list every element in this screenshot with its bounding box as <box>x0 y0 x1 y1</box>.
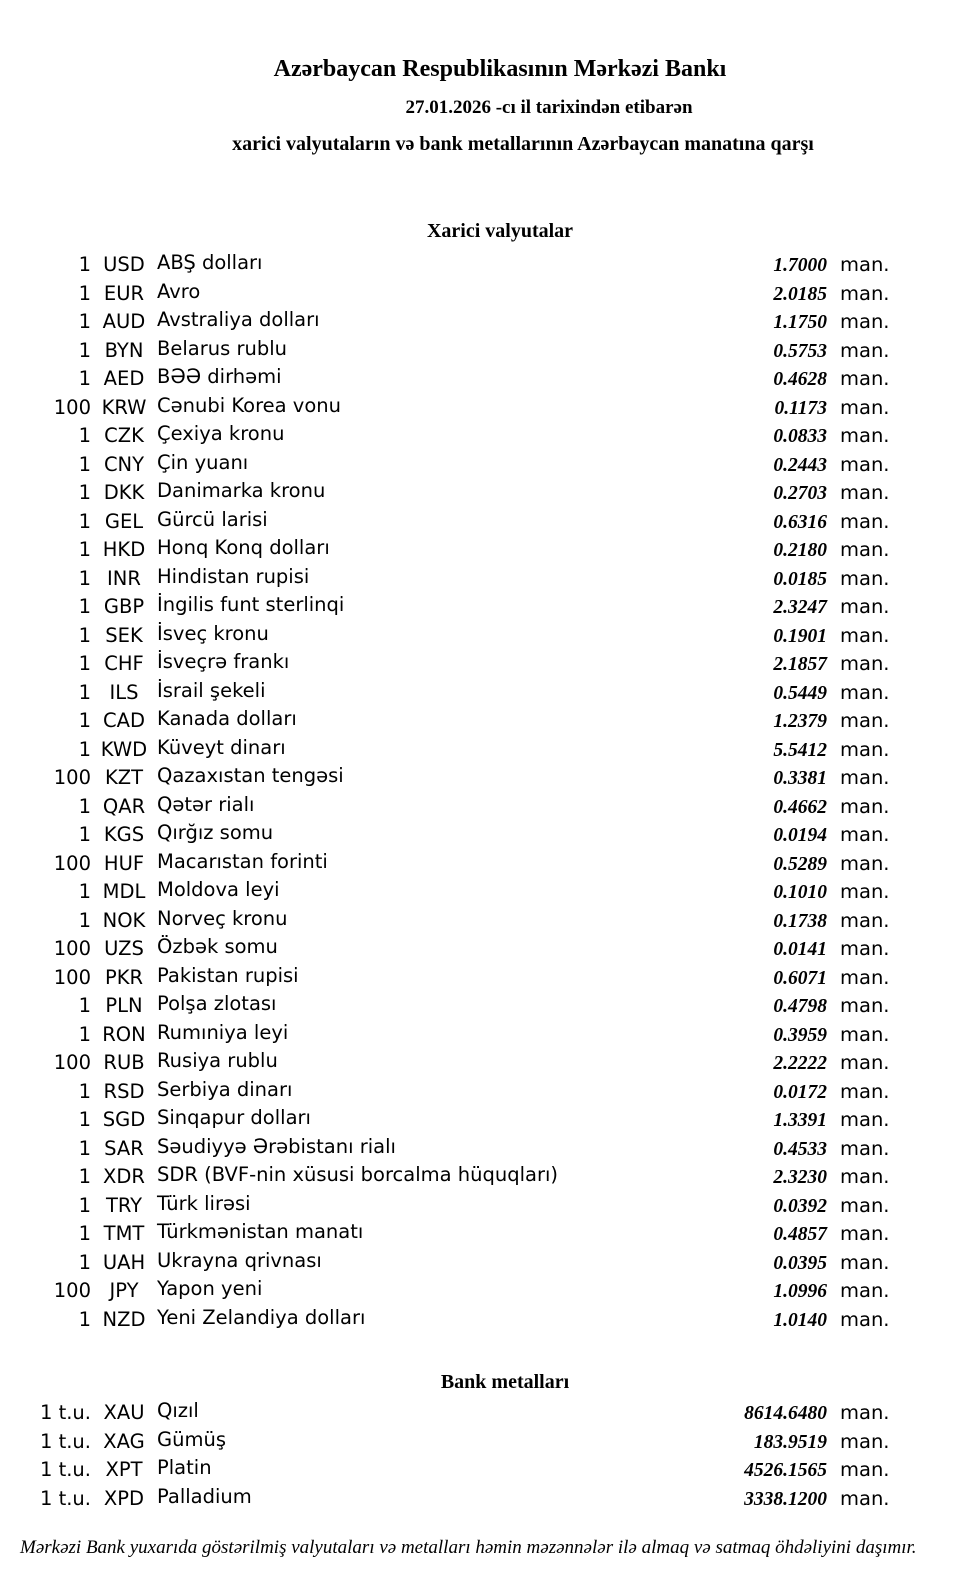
disclaimer-text: Mərkəzi Bank yuxarıda göstərilmiş valyutaları və metalları həmin məzənnələr ilə almaq və satmaq öhdəliyini daşımır. <box>20 1537 917 1558</box>
exchange-rate-row <box>0 1134 954 1166</box>
rate-value-cell: 0.2180 <box>773 540 827 561</box>
currency-name-cell: Honq Konq dolları <box>157 536 330 559</box>
exchange-rate-row <box>0 1077 954 1109</box>
currency-name-cell: Türkmənistan manatı <box>157 1220 364 1243</box>
rate-value-cell: 0.0172 <box>773 1081 827 1103</box>
rate-value-cell: 1.2379 <box>773 711 827 732</box>
currency-code-cell: INR <box>107 566 141 590</box>
quantity-cell: 1 <box>78 595 91 618</box>
quantity-cell: 1 <box>78 880 91 903</box>
quantity-cell: 1 <box>78 538 91 561</box>
quantity-cell: 1 <box>78 794 91 818</box>
currency-code-cell: SGD <box>102 1108 146 1131</box>
currency-code-cell: HUF <box>103 851 145 875</box>
rate-value-cell: 2.3230 <box>773 1167 827 1188</box>
currency-code-cell: XPD <box>103 1486 145 1510</box>
exchange-rate-row <box>0 538 954 567</box>
currency-code-cell: AUD <box>102 310 146 333</box>
rate-value-cell: 0.1738 <box>773 910 827 932</box>
unit-label-cell: man. <box>840 709 890 732</box>
unit-label-cell: man. <box>840 1486 890 1510</box>
currency-code-cell: GEL <box>104 509 144 533</box>
currency-name-cell: Ukrayna qrivnası <box>157 1248 322 1272</box>
currency-code-cell: CAD <box>103 709 145 732</box>
bank-title: Azərbaycan Respublikasının Mərkəzi Bankı <box>273 56 727 82</box>
quantity-cell: 1 <box>78 452 91 476</box>
exchange-rate-row <box>0 994 954 1023</box>
currency-code-cell: GBP <box>103 595 145 618</box>
currency-name-cell: Rumıniya leyi <box>157 1020 289 1044</box>
currency-name-cell: Rusiya rublu <box>157 1049 278 1072</box>
exchange-rate-row <box>0 1458 954 1487</box>
rate-value-cell: 1.7000 <box>773 255 827 276</box>
exchange-rate-row <box>0 1020 954 1052</box>
currency-code-cell: USD <box>103 253 145 276</box>
quantity-cell: 1 <box>78 680 91 704</box>
exchange-rate-row <box>0 1165 954 1194</box>
currency-name-cell: ABŞ dolları <box>157 251 263 274</box>
unit-label-cell: man. <box>840 338 890 362</box>
currency-code-cell: SEK <box>105 623 143 647</box>
rate-value-cell: 0.5289 <box>773 853 827 875</box>
exchange-rate-row <box>0 766 954 795</box>
currency-code-cell: CZK <box>104 424 144 447</box>
unit-label-cell: man. <box>840 1079 890 1103</box>
metals-section-title: Bank metalları <box>440 1371 570 1393</box>
currency-name-cell: Belarus rublu <box>157 336 288 360</box>
unit-label-cell: man. <box>840 452 890 476</box>
currency-code-cell: ILS <box>109 680 139 704</box>
unit-label-cell: man. <box>840 509 890 533</box>
bulletin-subtitle: xarici valyutaların və bank metallarının Azərbaycan manatına qarşı <box>232 133 814 155</box>
currency-code-cell: XAG <box>103 1429 145 1453</box>
exchange-rate-row <box>0 823 954 852</box>
quantity-cell: 1 <box>78 908 91 932</box>
quantity-cell: 1 t.u. <box>39 1401 91 1424</box>
currency-name-cell: İsveçrə frankı <box>157 650 290 673</box>
rate-value-cell: 0.5753 <box>773 340 827 362</box>
currency-name-cell: Yeni Zelandiya dolları <box>157 1305 366 1329</box>
unit-label-cell: man. <box>840 1279 890 1302</box>
currency-name-cell: Çin yuanı <box>157 450 249 474</box>
unit-label-cell: man. <box>840 1022 890 1046</box>
rate-value-cell: 0.0185 <box>773 568 827 590</box>
exchange-rate-row <box>0 1484 954 1516</box>
quantity-cell: 100 <box>53 965 91 989</box>
currencies-section-title: Xarici valyutalar <box>426 220 574 242</box>
currency-code-cell: NZD <box>102 1307 146 1331</box>
quantity-cell: 1 <box>78 737 91 761</box>
exchange-rate-row <box>0 735 954 767</box>
currency-code-cell: MDL <box>102 880 146 903</box>
rate-value-cell: 0.1010 <box>773 882 827 903</box>
quantity-cell: 1 <box>78 994 91 1017</box>
unit-label-cell: man. <box>840 823 890 846</box>
currency-name-cell: Avro <box>157 279 201 303</box>
exchange-rate-row <box>0 1051 954 1080</box>
currency-code-cell: RSD <box>103 1079 145 1103</box>
currency-name-cell: Hindistan rupisi <box>157 564 310 588</box>
currency-name-cell: İsveç kronu <box>157 621 269 645</box>
unit-label-cell: man. <box>840 737 890 761</box>
quantity-cell: 100 <box>53 766 91 789</box>
unit-label-cell: man. <box>840 481 890 504</box>
currency-code-cell: AED <box>103 367 145 390</box>
currency-name-cell: Çexiya kronu <box>157 422 285 445</box>
exchange-rate-row <box>0 336 954 368</box>
currency-name-cell: Palladium <box>157 1484 252 1508</box>
rate-value-cell: 0.3959 <box>773 1024 827 1046</box>
currency-name-cell: Sinqapur dolları <box>157 1106 311 1129</box>
exchange-rate-row <box>0 1305 954 1337</box>
rate-value-cell: 0.0395 <box>773 1252 827 1274</box>
currency-name-cell: SDR (BVF-nin xüsusi borcalma hüquqları) <box>157 1163 559 1186</box>
quantity-cell: 1 <box>78 1079 91 1103</box>
currency-name-cell: Gürcü larisi <box>157 507 268 531</box>
unit-label-cell: man. <box>840 766 890 789</box>
currency-name-cell: Moldova leyi <box>157 878 280 901</box>
unit-label-cell: man. <box>840 424 890 447</box>
rate-value-cell: 1.0996 <box>773 1281 827 1302</box>
exchange-rate-row <box>0 1108 954 1137</box>
exchange-rate-row <box>0 621 954 653</box>
quantity-cell: 1 <box>78 310 91 333</box>
exchange-rate-row <box>0 450 954 482</box>
currency-code-cell: KRW <box>101 395 147 419</box>
currency-name-cell: Platin <box>157 1456 212 1479</box>
rate-value-cell: 1.1750 <box>773 312 827 333</box>
rate-value-cell: 8614.6480 <box>744 1403 827 1424</box>
exchange-rate-row <box>0 310 954 339</box>
rate-value-cell: 0.4857 <box>773 1224 827 1245</box>
rate-value-cell: 3338.1200 <box>744 1488 827 1510</box>
quantity-cell: 100 <box>53 851 91 875</box>
currency-name-cell: Qazaxıstan tengəsi <box>157 764 344 787</box>
exchange-rate-row <box>0 709 954 738</box>
currency-code-cell: TRY <box>105 1193 143 1217</box>
quantity-cell: 1 <box>78 623 91 647</box>
currency-name-cell: Küveyt dinarı <box>157 735 286 759</box>
currency-code-cell: RUB <box>103 1051 145 1074</box>
currency-code-cell: JPY <box>109 1279 139 1302</box>
unit-label-cell: man. <box>840 395 890 419</box>
unit-label-cell: man. <box>840 1165 890 1188</box>
unit-label-cell: man. <box>840 367 890 390</box>
exchange-rate-row <box>0 963 954 995</box>
currency-code-cell: TMT <box>103 1222 145 1245</box>
currency-code-cell: XPT <box>105 1458 143 1481</box>
unit-label-cell: man. <box>840 1458 890 1481</box>
unit-label-cell: man. <box>840 623 890 647</box>
currency-name-cell: BƏƏ dirhəmi <box>157 365 282 388</box>
currency-name-cell: Qətər rialı <box>157 792 255 816</box>
unit-label-cell: man. <box>840 1401 890 1424</box>
unit-label-cell: man. <box>840 652 890 675</box>
rate-value-cell: 0.2443 <box>773 454 827 476</box>
quantity-cell: 1 <box>78 1136 91 1160</box>
quantity-cell: 1 <box>78 367 91 390</box>
quantity-cell: 1 <box>78 1222 91 1245</box>
unit-label-cell: man. <box>840 994 890 1017</box>
rate-value-cell: 0.0194 <box>773 825 827 846</box>
currency-code-cell: UAH <box>102 1250 146 1274</box>
currency-code-cell: HKD <box>102 538 146 561</box>
exchange-rate-row <box>0 937 954 966</box>
exchange-rate-row <box>0 1248 954 1280</box>
rate-value-cell: 0.1173 <box>774 397 827 419</box>
currency-code-cell: PLN <box>105 994 143 1017</box>
currency-code-cell: XDR <box>103 1165 145 1188</box>
exchange-rate-row <box>0 678 954 710</box>
quantity-cell: 1 t.u. <box>39 1458 91 1481</box>
currency-code-cell: PKR <box>104 965 144 989</box>
quantity-cell: 100 <box>53 1279 91 1302</box>
currency-code-cell: XAU <box>103 1401 145 1424</box>
unit-label-cell: man. <box>840 937 890 960</box>
quantity-cell: 1 <box>78 481 91 504</box>
exchange-rate-row <box>0 906 954 938</box>
quantity-cell: 1 <box>78 1307 91 1331</box>
exchange-rate-row <box>0 1427 954 1459</box>
exchange-rate-row <box>0 564 954 596</box>
rate-value-cell: 0.4798 <box>773 996 827 1017</box>
currency-name-cell: Danimarka kronu <box>157 479 326 502</box>
exchange-rate-row <box>0 849 954 881</box>
rate-value-cell: 0.1901 <box>773 625 827 647</box>
unit-label-cell: man. <box>840 1108 890 1131</box>
quantity-cell: 1 <box>78 509 91 533</box>
exchange-rate-row <box>0 652 954 681</box>
rate-value-cell: 4526.1565 <box>744 1460 827 1481</box>
quantity-cell: 100 <box>53 395 91 419</box>
exchange-rate-row <box>0 595 954 624</box>
currency-name-cell: Türk lirəsi <box>157 1191 251 1215</box>
unit-label-cell: man. <box>840 1222 890 1245</box>
exchange-rate-row <box>0 481 954 510</box>
currency-code-cell: CNY <box>103 452 145 476</box>
unit-label-cell: man. <box>840 1307 890 1331</box>
rate-value-cell: 0.6071 <box>773 967 827 989</box>
exchange-rate-row <box>0 792 954 824</box>
quantity-cell: 1 <box>78 652 91 675</box>
unit-label-cell: man. <box>840 908 890 932</box>
currency-code-cell: KGS <box>103 823 145 846</box>
rate-value-cell: 0.4662 <box>773 796 827 818</box>
currency-code-cell: EUR <box>103 281 145 305</box>
quantity-cell: 1 <box>78 1193 91 1217</box>
quantity-cell: 1 t.u. <box>39 1486 91 1510</box>
currency-name-cell: İsrail şekeli <box>157 678 266 702</box>
currency-name-cell: Kanada dolları <box>157 707 297 730</box>
currency-name-cell: Səudiyyə Ərəbistanı rialı <box>157 1134 396 1158</box>
exchange-rate-row <box>0 1222 954 1251</box>
rate-value-cell: 1.3391 <box>773 1110 827 1131</box>
exchange-rate-row <box>0 393 954 425</box>
rate-value-cell: 2.3247 <box>773 597 827 618</box>
unit-label-cell: man. <box>840 566 890 590</box>
rate-value-cell: 0.4628 <box>773 369 827 390</box>
rate-value-cell: 0.3381 <box>773 768 827 789</box>
unit-label-cell: man. <box>840 1193 890 1217</box>
currency-code-cell: SAR <box>104 1136 144 1160</box>
currency-name-cell: Norveç kronu <box>157 906 288 930</box>
rate-value-cell: 5.5412 <box>773 739 827 761</box>
unit-label-cell: man. <box>840 794 890 818</box>
quantity-cell: 1 <box>78 1022 91 1046</box>
currency-code-cell: RON <box>102 1022 146 1046</box>
rate-value-cell: 0.0392 <box>773 1195 827 1217</box>
currency-name-cell: Macarıstan forinti <box>157 849 328 873</box>
currency-code-cell: NOK <box>102 908 146 932</box>
currency-name-cell: Avstraliya dolları <box>157 308 320 331</box>
quantity-cell: 1 <box>78 1165 91 1188</box>
unit-label-cell: man. <box>840 680 890 704</box>
exchange-rate-row <box>0 1191 954 1223</box>
currency-name-cell: Cənubi Korea vonu <box>157 393 341 417</box>
currency-name-cell: Yapon yeni <box>157 1277 263 1300</box>
currency-name-cell: Polşa zlotası <box>157 992 277 1015</box>
rate-value-cell: 0.2703 <box>773 483 827 504</box>
unit-label-cell: man. <box>840 851 890 875</box>
currencies-table <box>0 253 954 1336</box>
unit-label-cell: man. <box>840 595 890 618</box>
quantity-cell: 1 <box>78 823 91 846</box>
unit-label-cell: man. <box>840 1051 890 1074</box>
rate-value-cell: 0.5449 <box>773 682 827 704</box>
exchange-rate-row <box>0 880 954 909</box>
unit-label-cell: man. <box>840 1250 890 1274</box>
quantity-cell: 1 <box>78 566 91 590</box>
quantity-cell: 1 t.u. <box>39 1429 91 1453</box>
currency-name-cell: Serbiya dinarı <box>157 1077 293 1101</box>
rate-value-cell: 0.0833 <box>773 426 827 447</box>
currency-name-cell: Özbək somu <box>157 935 278 958</box>
rate-value-cell: 0.6316 <box>773 511 827 533</box>
effective-date: 27.01.2026 -cı il tarixindən etibarən <box>405 97 693 118</box>
unit-label-cell: man. <box>840 965 890 989</box>
unit-label-cell: man. <box>840 253 890 276</box>
quantity-cell: 1 <box>78 709 91 732</box>
currency-name-cell: Qızıl <box>157 1399 199 1422</box>
exchange-rate-row <box>0 367 954 396</box>
exchange-rate-row <box>0 424 954 453</box>
currency-name-cell: İngilis funt sterlinqi <box>157 593 345 616</box>
rate-value-cell: 1.0140 <box>773 1309 827 1331</box>
exchange-rate-row <box>0 279 954 311</box>
currency-name-cell: Pakistan rupisi <box>157 963 299 987</box>
rate-value-cell: 2.1857 <box>773 654 827 675</box>
currency-name-cell: Qırğız somu <box>157 821 274 844</box>
quantity-cell: 100 <box>53 1051 91 1074</box>
unit-label-cell: man. <box>840 281 890 305</box>
unit-label-cell: man. <box>840 538 890 561</box>
exchange-rate-row <box>0 253 954 282</box>
rate-value-cell: 0.0141 <box>773 939 827 960</box>
quantity-cell: 1 <box>78 1250 91 1274</box>
rate-value-cell: 2.0185 <box>773 283 827 305</box>
unit-label-cell: man. <box>840 880 890 903</box>
quantity-cell: 1 <box>78 338 91 362</box>
quantity-cell: 1 <box>78 253 91 276</box>
currency-code-cell: KWD <box>100 737 148 761</box>
exchange-rate-row <box>0 507 954 539</box>
currency-code-cell: KZT <box>104 766 144 789</box>
unit-label-cell: man. <box>840 1429 890 1453</box>
rate-value-cell: 183.9519 <box>753 1431 827 1453</box>
unit-label-cell: man. <box>840 1136 890 1160</box>
quantity-cell: 1 <box>78 1108 91 1131</box>
unit-label-cell: man. <box>840 310 890 333</box>
exchange-rate-row <box>0 1279 954 1308</box>
currency-code-cell: CHF <box>104 652 144 675</box>
metals-table <box>0 1401 954 1515</box>
currency-code-cell: QAR <box>102 794 146 818</box>
rate-value-cell: 2.2222 <box>773 1053 827 1074</box>
quantity-cell: 1 <box>78 424 91 447</box>
currency-code-cell: UZS <box>104 937 144 960</box>
quantity-cell: 100 <box>53 937 91 960</box>
exchange-rate-row <box>0 1401 954 1430</box>
currency-code-cell: BYN <box>104 338 144 362</box>
currency-code-cell: DKK <box>103 481 145 504</box>
currency-name-cell: Gümüş <box>157 1427 226 1451</box>
quantity-cell: 1 <box>78 281 91 305</box>
rate-value-cell: 0.4533 <box>773 1138 827 1160</box>
